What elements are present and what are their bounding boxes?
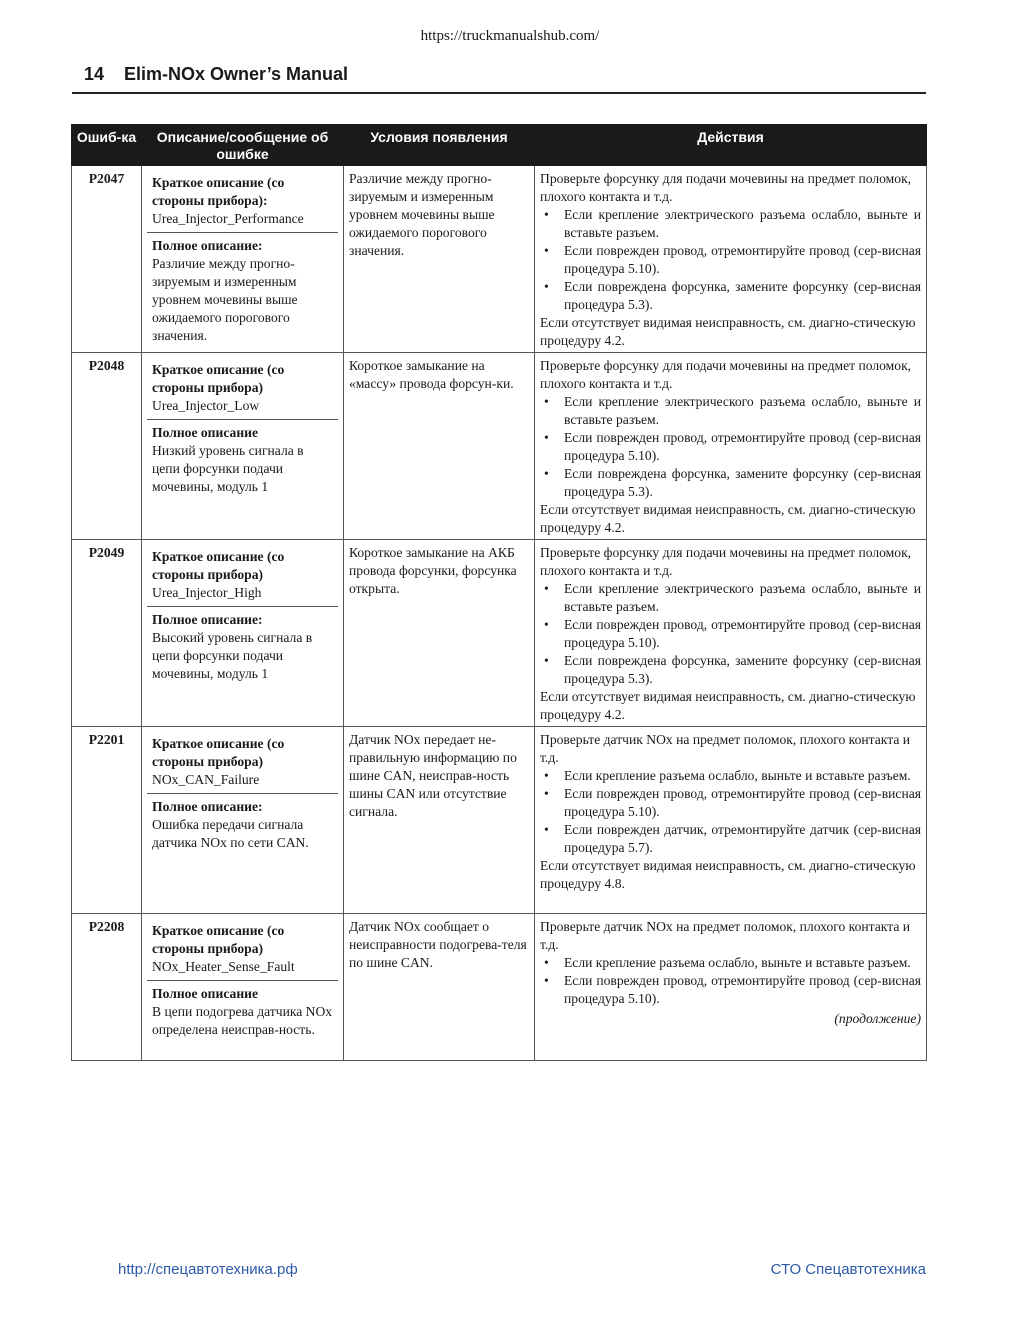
- error-code: P2047: [72, 166, 142, 353]
- column-header-description: Описание/сообщение об ошибке: [142, 125, 344, 166]
- page-number: 14: [84, 64, 105, 84]
- error-code: P2048: [72, 353, 142, 540]
- short-description-value: Urea_Injector_Low: [152, 398, 260, 413]
- action-bullet: • Если крепление электрического разъема ослабло, выньте и вставьте разъем.: [540, 206, 921, 242]
- error-actions: [535, 166, 927, 353]
- full-description-label: Полное описание:: [152, 612, 263, 627]
- error-actions: [535, 353, 927, 540]
- error-code: P2208: [72, 914, 142, 1061]
- action-bullet: • Если поврежден провод, отремонтируйте провод (сер-висная процедура 5.10).: [540, 785, 921, 821]
- action-fallback: Если отсутствует видимая неисправность, см. диагно-стическую процедуру 4.8.: [540, 858, 916, 891]
- action-bullet: • Если поврежден датчик, отремонтируйте датчик (сер-висная процедура 5.7).: [540, 821, 921, 857]
- action-fallback: Если отсутствует видимая неисправность, см. диагно-стическую процедуру 4.2.: [540, 315, 916, 348]
- error-condition: Датчик NOx сообщает о неисправности подогрева-теля по шине CAN.: [344, 914, 535, 1061]
- short-description-label: Краткое описание (со стороны прибора): [152, 549, 285, 582]
- action-list: [540, 580, 921, 688]
- short-description: [147, 544, 338, 607]
- full-description: [147, 420, 338, 500]
- action-bullet: • Если крепление разъема ослабло, выньте и вставьте разъем.: [540, 954, 921, 972]
- table-row: [72, 353, 927, 540]
- error-actions: [535, 727, 927, 914]
- table-header-row: [72, 125, 927, 166]
- page-header: [72, 64, 926, 94]
- table-row: [72, 540, 927, 727]
- action-bullet: • Если крепление разъема ослабло, выньте и вставьте разъем.: [540, 767, 921, 785]
- action-bullet: • Если поврежден провод, отремонтируйте провод (сер-висная процедура 5.10).: [540, 429, 921, 465]
- action-bullet: • Если крепление электрического разъема ослабло, выньте и вставьте разъем.: [540, 393, 921, 429]
- action-bullet: • Если повреждена форсунка, замените форсунку (сер-висная процедура 5.3).: [540, 465, 921, 501]
- action-fallback: Если отсутствует видимая неисправность, см. диагно-стическую процедуру 4.2.: [540, 502, 916, 535]
- continued-note: (продолжение): [834, 1011, 921, 1026]
- action-lead: Проверьте форсунку для подачи мочевины на предмет поломок, плохого контакта и т.д.: [540, 171, 912, 204]
- error-condition: Датчик NOx передает не-правильную информацию по шине CAN, неисправ-ность шины CAN или отсутствие сигнала.: [344, 727, 535, 914]
- short-description-label: Краткое описание (со стороны прибора):: [152, 175, 285, 208]
- error-description: [142, 540, 344, 727]
- short-description: [147, 918, 338, 981]
- full-description-value: Различие между прогно-зируемым и измеренным уровнем мочевины выше ожидаемого порогового значения.: [152, 256, 298, 343]
- error-code: P2049: [72, 540, 142, 727]
- footer-brand: СТО Спецавтотехника: [770, 1261, 926, 1278]
- error-codes-table: [71, 124, 927, 1061]
- action-bullet: • Если поврежден провод, отремонтируйте провод (сер-висная процедура 5.10).: [540, 616, 921, 652]
- full-description-value: Низкий уровень сигнала в цепи форсунки подачи мочевины, модуль 1: [152, 443, 304, 494]
- short-description: [147, 357, 338, 420]
- full-description: [147, 607, 338, 687]
- action-lead: Проверьте датчик NOx на предмет поломок, плохого контакта и т.д.: [540, 732, 911, 765]
- short-description-label: Краткое описание (со стороны прибора): [152, 362, 285, 395]
- error-description: [142, 353, 344, 540]
- error-description: [142, 727, 344, 914]
- table-row: [72, 914, 927, 1061]
- short-description-label: Краткое описание (со стороны прибора): [152, 736, 285, 769]
- column-header-conditions: Условия появления: [344, 125, 535, 166]
- short-description: [147, 170, 338, 233]
- action-bullet: • Если повреждена форсунка, замените форсунку (сер-висная процедура 5.3).: [540, 278, 921, 314]
- action-lead: Проверьте форсунку для подачи мочевины на предмет поломок, плохого контакта и т.д.: [540, 358, 912, 391]
- action-bullet: • Если крепление электрического разъема ослабло, выньте и вставьте разъем.: [540, 580, 921, 616]
- full-description-value: В цепи подогрева датчика NOx определена неисправ-ность.: [152, 1004, 333, 1037]
- error-code: P2201: [72, 727, 142, 914]
- short-description-value: Urea_Injector_High: [152, 585, 262, 600]
- source-url[interactable]: https://truckmanualshub.com/: [420, 28, 600, 44]
- short-description: [147, 731, 338, 794]
- full-description: [147, 981, 338, 1043]
- short-description-value: NOx_Heater_Sense_Fault: [152, 959, 295, 974]
- table-row: [72, 727, 927, 914]
- full-description: [147, 233, 338, 349]
- full-description-value: Высокий уровень сигнала в цепи форсунки подачи мочевины, модуль 1: [152, 630, 313, 681]
- error-actions: [535, 540, 927, 727]
- short-description-value: NOx_CAN_Failure: [152, 772, 260, 787]
- full-description-label: Полное описание: [152, 986, 259, 1001]
- page-title: Elim-NOx Owner’s Manual: [124, 64, 349, 84]
- short-description-label: Краткое описание (со стороны прибора): [152, 923, 285, 956]
- full-description-label: Полное описание:: [152, 238, 263, 253]
- action-list: [540, 206, 921, 314]
- action-bullet: • Если поврежден провод, отремонтируйте провод (сер-висная процедура 5.10).: [540, 972, 921, 1008]
- full-description: [147, 794, 338, 856]
- error-condition: Короткое замыкание на АКБ провода форсунки, форсунка открыта.: [344, 540, 535, 727]
- table-row: [72, 166, 927, 353]
- error-description: [142, 166, 344, 353]
- action-lead: Проверьте форсунку для подачи мочевины на предмет поломок, плохого контакта и т.д.: [540, 545, 912, 578]
- action-list: [540, 954, 921, 1008]
- full-description-label: Полное описание: [152, 425, 259, 440]
- action-list: [540, 767, 921, 857]
- action-bullet: • Если повреждена форсунка, замените форсунку (сер-висная процедура 5.3).: [540, 652, 921, 688]
- action-fallback: Если отсутствует видимая неисправность, см. диагно-стическую процедуру 4.2.: [540, 689, 916, 722]
- action-list: [540, 393, 921, 501]
- short-description-value: Urea_Injector_Performance: [152, 211, 304, 226]
- footer-link[interactable]: http://спецавтотехника.рф: [118, 1261, 298, 1278]
- column-header-actions: Действия: [535, 125, 927, 166]
- full-description-label: Полное описание:: [152, 799, 263, 814]
- error-condition: Короткое замыкание на «массу» провода форсун-ки.: [344, 353, 535, 540]
- error-description: [142, 914, 344, 1061]
- action-lead: Проверьте датчик NOx на предмет поломок, плохого контакта и т.д.: [540, 919, 911, 952]
- column-header-code: Ошиб-ка: [72, 125, 142, 166]
- full-description-value: Ошибка передачи сигнала датчика NOx по сети CAN.: [152, 817, 309, 850]
- action-bullet: • Если поврежден провод, отремонтируйте провод (сер-висная процедура 5.10).: [540, 242, 921, 278]
- error-condition: Различие между прогно-зируемым и измеренным уровнем мочевины выше ожидаемого порогового значения.: [344, 166, 535, 353]
- error-actions: [535, 914, 927, 1061]
